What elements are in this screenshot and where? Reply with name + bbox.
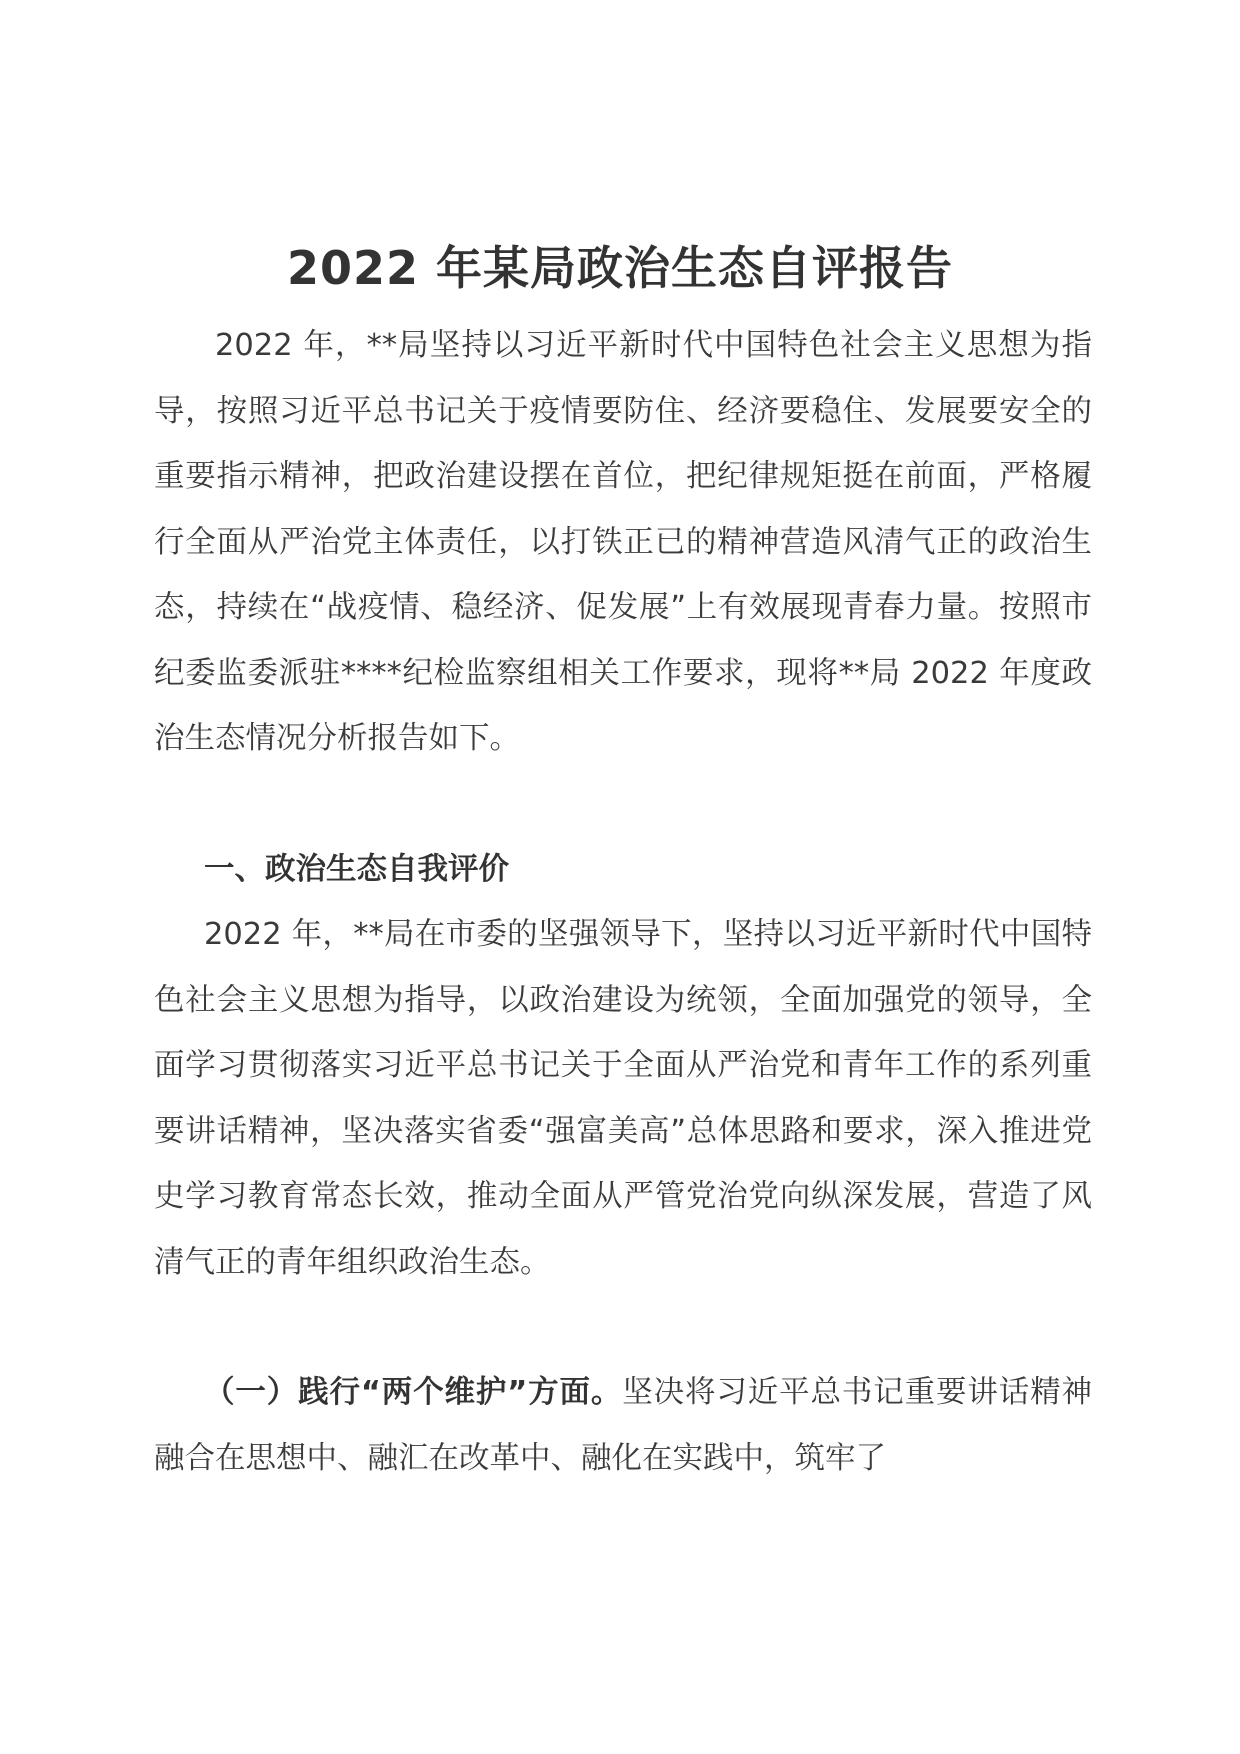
document-title: 2022 年某局政治生态自评报告 <box>286 241 954 295</box>
section-heading-self-evaluation: 一、政治生态自我评价 <box>204 852 509 887</box>
two-safeguards-paragraph <box>154 1360 1092 1491</box>
two-safeguards-text: 坚决将习近平总书记重要讲话精神融合在思想中、融汇在改革中、融化在实践中，筑牢了 <box>154 1375 1092 1476</box>
subsection-lead-two-safeguards: （一）践行“两个维护”方面。 <box>204 1375 623 1410</box>
intro-paragraph: 2022 年，**局坚持以习近平新时代中国特色社会主义思想为指导，按照习近平总书记关于疫情要防住、经济要稳住、发展要安全的重要指示精神，把政治建设摆在首位，把纪律规矩挺在前面，严格履行全面从严治党主体责任，以打铁正已的精神营造风清气正的政治生态，持续在“战疫情、稳经济、促发展”上有效展现青春力量。按照市纪委监委派驻****纪检监察组相关工作要求，现将**局 2022 年度政治生态情况分析报告如下。 <box>154 328 1092 756</box>
self-evaluation-paragraph: 2022 年，**局在市委的坚强领导下，坚持以习近平新时代中国特色社会主义思想为指导，以政治建设为统领，全面加强党的领导，全面学习贯彻落实习近平总书记关于全面从严治党和青年工作的系列重要讲话精神，坚决落实省委“强富美高”总体思路和要求，深入推进党史学习教育常态长效，推动全面从严管党治党向纵深发展，营造了风清气正的青年组织政治生态。 <box>154 917 1092 1280</box>
